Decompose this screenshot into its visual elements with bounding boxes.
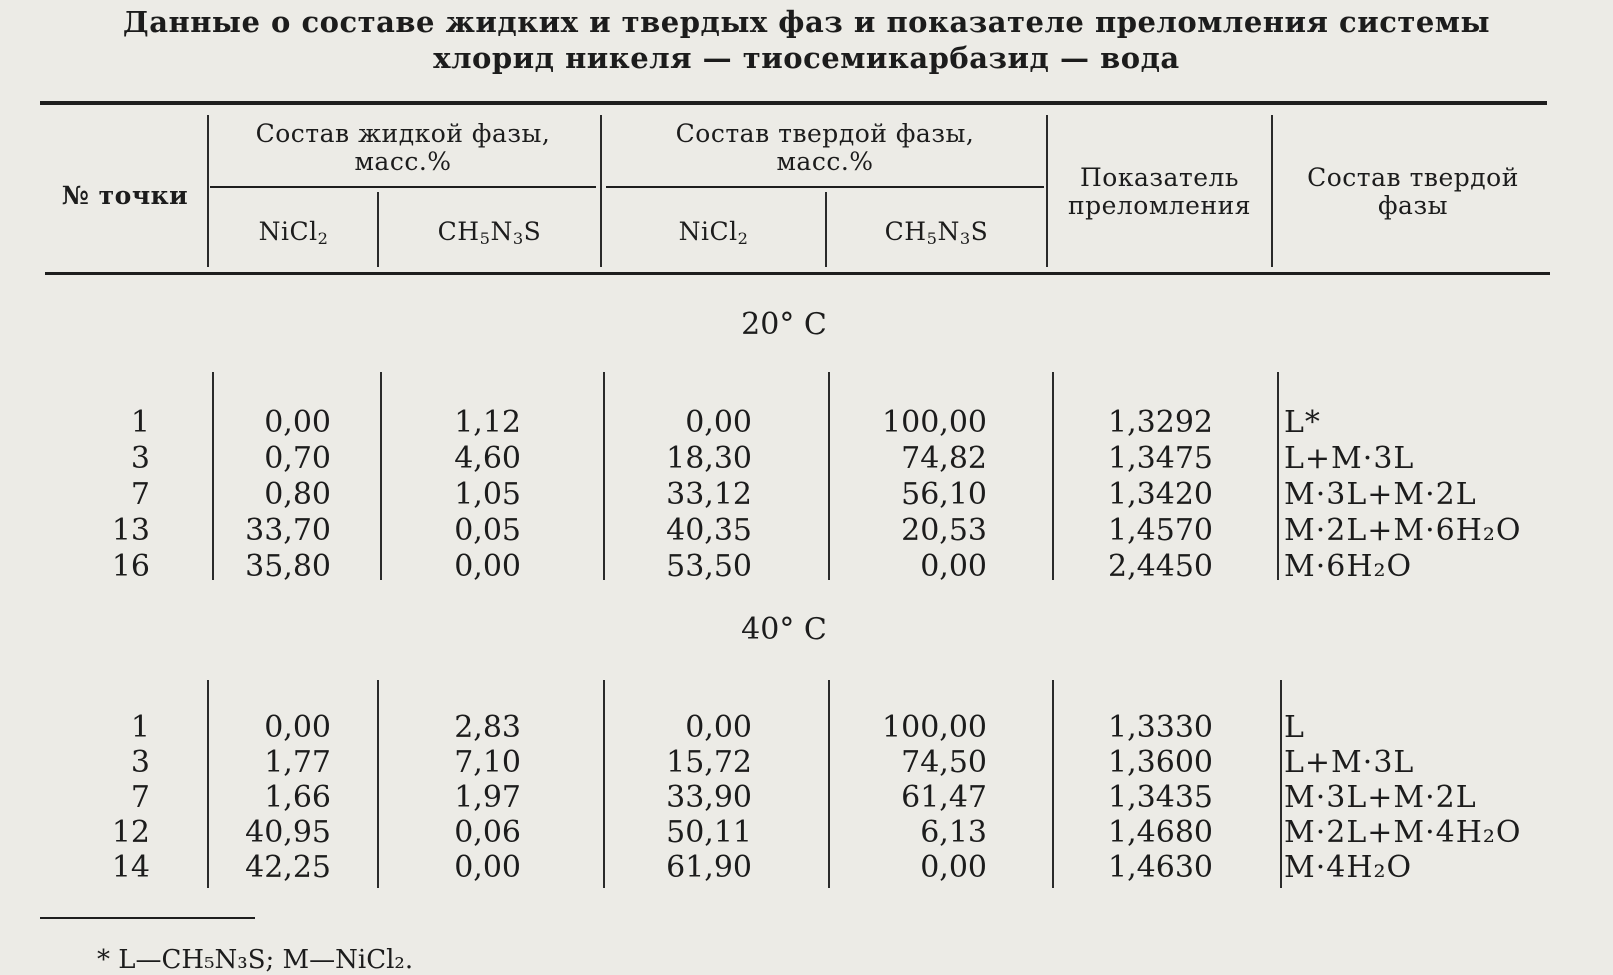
table-row [0,513,1613,549]
cell-point: 14 [111,850,150,885]
cell-phase: M·3L+M·2L [1284,780,1477,815]
header-refractive-index [1048,164,1271,220]
cell-refractive-index: 1,3600 [1108,745,1213,780]
header-solid-phase [606,120,1044,176]
cell-sol-nicl2: 15,72 [666,745,752,780]
cell-liq-nicl2: 33,70 [245,513,331,548]
cell-point: 12 [111,815,150,850]
cell-sol-nicl2: 0,00 [685,710,752,745]
cell-sol-tsc: 56,10 [901,477,987,512]
cell-sol-nicl2: 18,30 [666,441,752,476]
cell-phase: M·4H₂O [1284,850,1413,885]
cell-sol-nicl2: 33,90 [666,780,752,815]
table-title-line-1: Данные о составе жидких и твердых фаз и показателе преломления системы [122,5,1491,39]
table-row [0,850,1613,886]
cell-sol-tsc: 6,13 [920,815,987,850]
cell-sol-nicl2: 40,35 [666,513,752,548]
cell-sol-nicl2: 50,11 [666,815,752,850]
cell-point: 1 [130,405,150,440]
cell-sol-tsc: 0,00 [920,850,987,885]
header-refractive-line-2: преломления [1067,191,1252,220]
cell-liq-tsc: 0,06 [454,815,521,850]
cell-liq-tsc: 1,97 [454,780,521,815]
header-divider [207,115,209,267]
header-solid-composition-line-1: Состав твердой [1307,163,1519,192]
table-row [0,780,1613,816]
header-point-no: № точки [61,181,189,210]
footnote: * L—CH₅N₃S; M—NiCl₂. [97,945,414,975]
header-solid-composition [1273,164,1553,220]
cell-sol-tsc: 0,00 [920,549,987,584]
cell-refractive-index: 1,3435 [1108,780,1213,815]
cell-refractive-index: 1,4680 [1108,815,1213,850]
cell-liq-tsc: 4,60 [454,441,521,476]
cell-phase: L+M·3L [1284,745,1415,780]
cell-sol-nicl2: 61,90 [666,850,752,885]
cell-point: 3 [130,441,150,476]
cell-phase: L [1284,710,1305,745]
cell-liq-tsc: 0,05 [454,513,521,548]
table-row [0,710,1613,746]
cell-phase: L+M·3L [1284,441,1415,476]
table-title-line-2: хлорид никеля — тиосемикарбазид — вода [433,41,1180,75]
header-refractive-line-1: Показатель [1079,163,1240,192]
cell-phase: M·6H₂O [1284,549,1413,584]
cell-phase: M·2L+M·4H₂O [1284,815,1522,850]
cell-sol-tsc: 74,82 [901,441,987,476]
cell-refractive-index: 1,3475 [1108,441,1213,476]
cell-liq-nicl2: 1,66 [264,780,331,815]
header-liquid-phase-line-2: масс.% [354,147,452,176]
section-temperature-20: 20° С [741,307,827,342]
cell-phase: L* [1284,405,1321,440]
table-row [0,549,1613,585]
cell-liq-nicl2: 0,00 [264,710,331,745]
footnote-rule [40,917,255,919]
cell-liq-tsc: 7,10 [454,745,521,780]
header-solid-phase-line-1: Состав твердой фазы, [675,119,975,148]
cell-refractive-index: 1,4570 [1108,513,1213,548]
header-solid-nicl2: NiCl$_2$ [678,217,749,249]
cell-refractive-index: 1,3420 [1108,477,1213,512]
header-liquid-ch5n3s: $CH_5N_3S$ [437,217,542,249]
cell-sol-tsc: 100,00 [882,405,987,440]
cell-sol-tsc: 61,47 [901,780,987,815]
table-row [0,477,1613,513]
cell-liq-tsc: 1,05 [454,477,521,512]
cell-liq-tsc: 0,00 [454,549,521,584]
cell-sol-nicl2: 53,50 [666,549,752,584]
cell-liq-nicl2: 35,80 [245,549,331,584]
header-liquid-nicl2: NiCl$_2$ [258,217,329,249]
cell-liq-nicl2: 42,25 [245,850,331,885]
cell-sol-tsc: 100,00 [882,710,987,745]
cell-liq-nicl2: 40,95 [245,815,331,850]
cell-liq-nicl2: 0,80 [264,477,331,512]
solid-group-rule [606,186,1044,188]
cell-sol-nicl2: 0,00 [685,405,752,440]
cell-point: 13 [111,513,150,548]
top-rule [40,101,1547,105]
cell-liq-tsc: 0,00 [454,850,521,885]
cell-sol-nicl2: 33,12 [666,477,752,512]
cell-point: 3 [130,745,150,780]
cell-liq-tsc: 1,12 [454,405,521,440]
cell-refractive-index: 1,3330 [1108,710,1213,745]
header-solid-ch5n3s: $CH_5N_3S$ [884,217,989,249]
table-row [0,441,1613,477]
header-liquid-phase-line-1: Состав жидкой фазы, [255,119,551,148]
header-bottom-rule [45,272,1550,275]
cell-phase: M·2L+M·6H₂O [1284,513,1522,548]
header-liquid-phase [210,120,596,176]
cell-liq-nicl2: 0,00 [264,405,331,440]
cell-liq-nicl2: 0,70 [264,441,331,476]
cell-point: 1 [130,710,150,745]
header-solid-composition-line-2: фазы [1377,191,1448,220]
cell-refractive-index: 1,3292 [1108,405,1213,440]
section-temperature-40: 40° С [741,612,827,647]
cell-refractive-index: 2,4450 [1108,549,1213,584]
cell-phase: M·3L+M·2L [1284,477,1477,512]
cell-liq-tsc: 2,83 [454,710,521,745]
cell-sol-tsc: 20,53 [901,513,987,548]
cell-sol-tsc: 74,50 [901,745,987,780]
cell-refractive-index: 1,4630 [1108,850,1213,885]
liquid-group-rule [210,186,596,188]
table-row [0,745,1613,781]
cell-point: 7 [130,780,150,815]
cell-point: 7 [130,477,150,512]
header-solid-phase-line-2: масс.% [776,147,874,176]
cell-point: 16 [111,549,150,584]
table-row [0,405,1613,441]
table-row [0,815,1613,851]
cell-liq-nicl2: 1,77 [264,745,331,780]
